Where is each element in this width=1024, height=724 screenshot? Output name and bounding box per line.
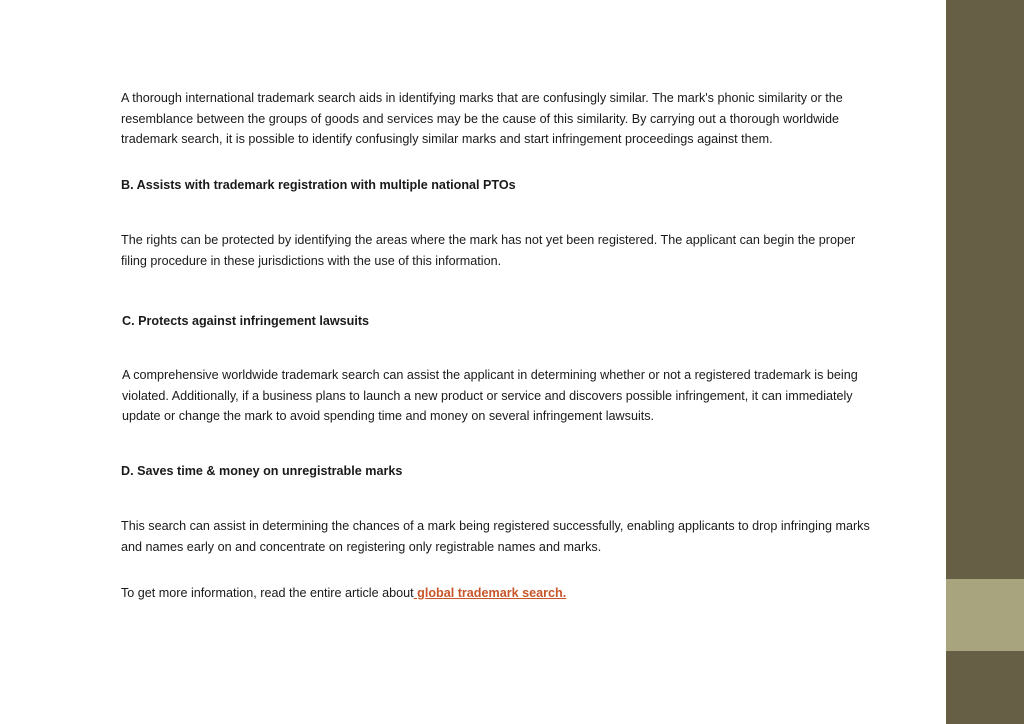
heading-b: B. Assists with trademark registration with multiple national PTOs	[121, 178, 516, 192]
heading-c: C. Protects against infringement lawsuits	[122, 314, 370, 328]
sidebar-accent-block	[946, 579, 1024, 651]
closing-paragraph	[121, 583, 881, 604]
heading-d: D. Saves time & money on unregistrable marks	[121, 464, 403, 478]
paragraph-intro: A thorough international trademark search aids in identifying marks that are confusingly similar. The mark's phonic similarity or the resemblance between the groups of goods and services may be the cause of this similarity. By carrying out a thorough worldwide trademark search, it is possible to identify confusingly similar marks and start infringement proceedings against them.	[121, 91, 843, 147]
paragraph-d: This search can assist in determining the chances of a mark being registered successfully, enabling applicants to drop infringing marks and names early on and concentrate on registering only registrable names and marks.	[121, 519, 870, 554]
paragraph-b: The rights can be protected by identifying the areas where the mark has not yet been registered. The applicant can begin the proper filing procedure in these jurisdictions with the use of this information.	[121, 233, 856, 268]
paragraph-c: A comprehensive worldwide trademark search can assist the applicant in determining whether or not a registered trademark is being violated. Additionally, if a business plans to launch a new product or service and discovers possible infringement, it can immediately update or change the mark to avoid spending time and money on several infringement lawsuits.	[122, 368, 858, 424]
closing-text: To get more information, read the entire article about	[121, 586, 414, 600]
global-trademark-search-link[interactable]: global trademark search.	[413, 586, 567, 600]
